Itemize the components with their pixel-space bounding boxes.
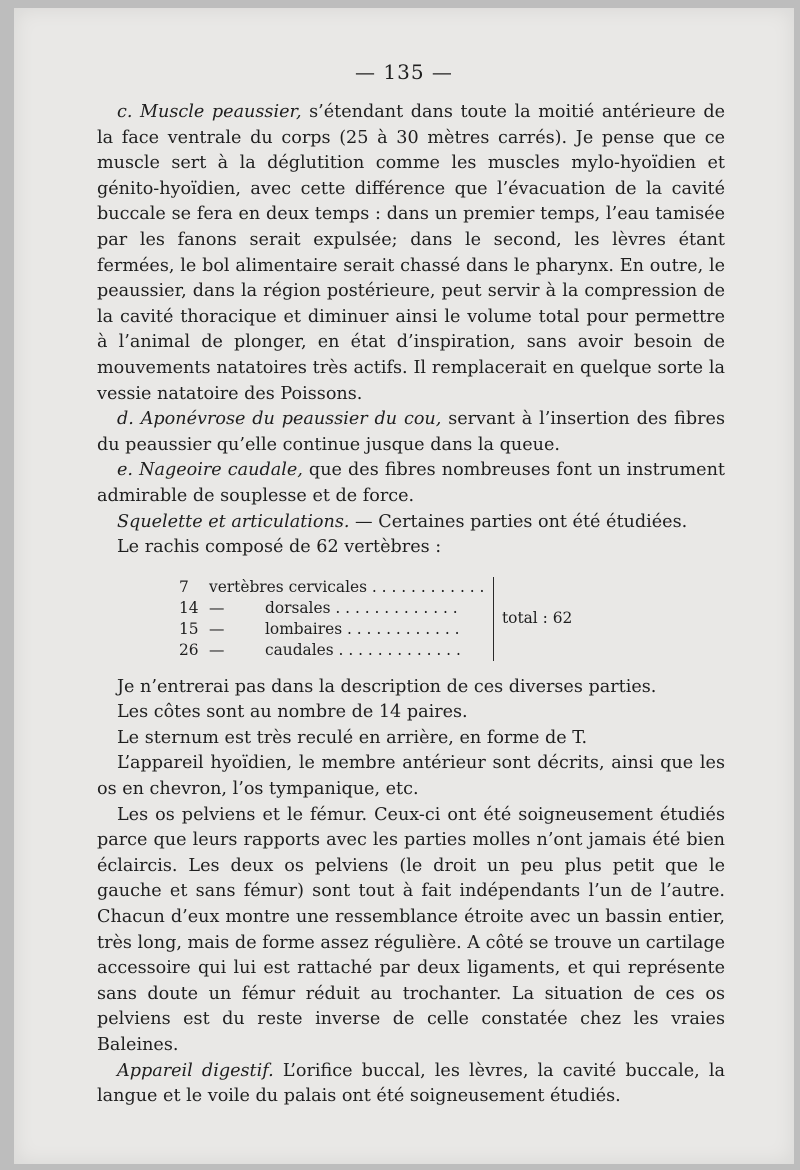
paragraph-os-pelviens: Les os pelviens et le fémur. Ceux-ci ont été soigneusement étudiés parce que leurs rapports avec les parties molles n’ont jamais été bien éclaircis. Les deux os pelviens (le droit un peu plus petit que le gauche et sans fémur) sont tout à fait indépendants l’un de l’autre. Chacun d’eux montre une ressemblance étroite avec un bassin entier, très long, mais de forme assez régulière. A côté se trouve un cartilage accessoire qui lui est rattaché par deux ligaments, et qui représente sans doute un fémur réduit au trochanter. La situation de ces os pelviens est du reste inverse de celle constatée chez les vraies Baleines.: [97, 804, 726, 1055]
paragraph-nageoire-caudale: [97, 458, 725, 509]
vertebrae-count: 15: [179, 619, 199, 638]
vertebrae-table: [179, 577, 572, 661]
vertebrae-total: total : 62: [502, 609, 573, 628]
paragraph-aponevrose: [97, 407, 725, 458]
paragraph-cotes: Les côtes sont au nombre de 14 paires.: [117, 702, 468, 723]
text-appareil-digestif: L’orifice buccal, les lèvres, la cavité buccale, la langue et le voile du palais ont été soigneusement étudiés.: [97, 1060, 725, 1107]
paragraph-squelette: [97, 510, 725, 536]
text-nageoire-caudale: que des fibres nombreuses font un instrument admirable de souplesse et de force.: [97, 460, 725, 506]
brace: [494, 577, 503, 661]
vertebrae-count: 7: [179, 577, 189, 596]
paragraph-sternum: Le sternum est très reculé en arrière, en forme de T.: [117, 727, 588, 748]
paragraph-rachis: Le rachis composé de 62 vertèbres :: [117, 537, 442, 558]
text-squelette: — Certaines parties ont été étudiées.: [349, 511, 688, 532]
label-muscle-peaussier: c. Muscle peaussier,: [117, 102, 302, 122]
paragraph-hyoidien: L’appareil hyoïdien, le membre antérieur sont décrits, ainsi que les os en chevron, l’os tympanique, etc.: [97, 753, 725, 800]
text-muscle-peaussier: s’étendant dans toute la moitié antérieure de la face ventrale du corps (25 à 30 mètres carrés). Je pense que ce muscle sert à la déglutition comme les muscles mylo-hyoïdien et génito-hyoïdien, avec cette différence que l’évacuation de la cavité buccale se fera en deux temps : dans un premier temps, l’eau tamisée par les fanons serait expulsée; dans le second, les lèvres étant fermées, le bol alimentaire serait chassé dans le pharynx. En outre, le peaussier, dans la région postérieure, peut servir à la compression de la cavité thoracique et diminuer ainsi le volume total pour permettre à l’animal de plonger, en état d’inspiration, sans avoir besoin de mouvements natatoires très actifs. Il remplacerait en quelque sorte la vessie natatoire des Poissons.: [97, 102, 725, 404]
label-aponevrose: d. Aponévrose du peaussier du cou,: [117, 409, 442, 430]
label-nageoire-caudale: e. Nageoire caudale,: [117, 460, 303, 481]
label-appareil-digestif: Appareil digestif.: [117, 1060, 274, 1081]
paragraph-appareil-digestif: [97, 1059, 725, 1110]
vertebrae-name: caudales . . . . . . . . . . . . .: [265, 640, 461, 659]
page-number: — 135 —: [355, 60, 453, 84]
vertebrae-dash: —: [209, 619, 225, 638]
vertebrae-row: [179, 577, 572, 598]
vertebrae-count: 26: [179, 640, 199, 659]
page-body: [97, 100, 725, 1110]
vertebrae-dash: —: [209, 598, 225, 617]
vertebrae-dash: —: [209, 640, 225, 659]
vertebrae-count: 14: [179, 598, 199, 617]
vertebrae-name: vertèbres cervicales . . . . . . . . . . . .: [209, 577, 485, 596]
vertebrae-name: lombaires . . . . . . . . . . . .: [265, 619, 460, 638]
label-squelette: Squelette et articulations.: [117, 511, 350, 532]
paragraph-description: Je n’entrerai pas dans la description de ces diverses parties.: [117, 676, 657, 697]
document-page: [14, 8, 794, 1164]
text-aponevrose: servant à l’insertion des fibres du peaussier qu’elle continue jusque dans la queue.: [97, 409, 725, 455]
vertebrae-name: dorsales . . . . . . . . . . . . .: [265, 598, 458, 617]
paragraph-muscle-peaussier: [97, 100, 725, 407]
